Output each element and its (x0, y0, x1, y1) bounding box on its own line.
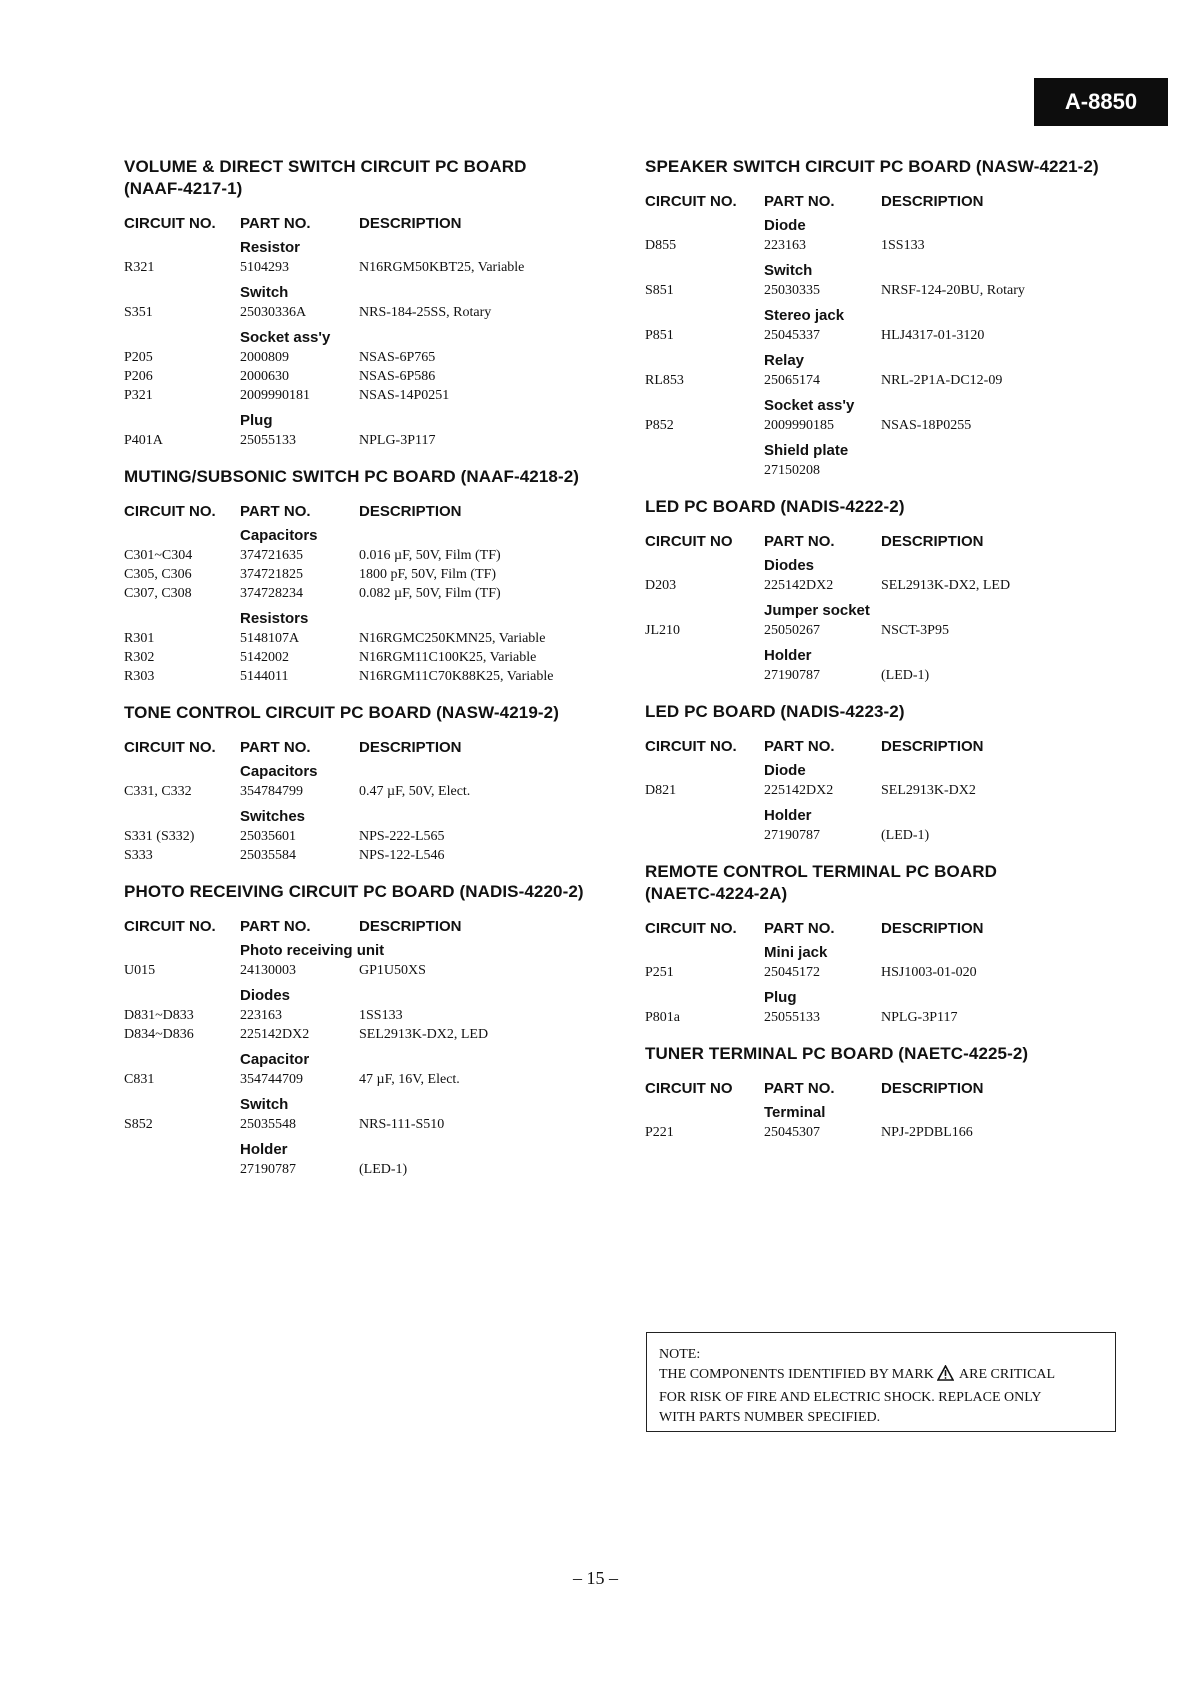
header-description: DESCRIPTION (359, 739, 462, 756)
table-row (645, 416, 1125, 435)
section-title (124, 156, 624, 200)
critical-note (646, 1332, 1116, 1432)
column-headers (124, 917, 624, 937)
header-circuit-no: CIRCUIT NO. (124, 918, 216, 935)
part-group (124, 328, 624, 405)
table-row (124, 629, 624, 648)
table-row (124, 846, 624, 865)
group-label: Photo receiving unit (240, 942, 385, 959)
table-row (645, 621, 1125, 640)
parts-section (124, 466, 624, 686)
circuit-no: P321 (124, 388, 153, 403)
page-number: – 15 – (573, 1568, 618, 1588)
group-label: Shield plate (764, 442, 849, 459)
part-no: 25045172 (764, 965, 820, 980)
part-no: 2000630 (240, 369, 289, 384)
description: NSAS-6P586 (359, 369, 436, 384)
circuit-no: S851 (645, 283, 674, 298)
description: N16RGM11C70K88K25, Variable (359, 669, 554, 684)
column-headers (645, 1079, 1125, 1099)
warning-triangle-icon (937, 1365, 954, 1388)
column-headers (124, 214, 624, 234)
group-label: Switches (240, 808, 306, 825)
section-title-line: VOLUME & DIRECT SWITCH CIRCUIT PC BOARD (124, 157, 527, 176)
header-description: DESCRIPTION (359, 215, 462, 232)
description: (LED-1) (359, 1162, 408, 1177)
part-no: 25065174 (764, 373, 820, 388)
table-row (124, 1160, 624, 1179)
part-group (645, 351, 1125, 390)
circuit-no: P206 (124, 369, 153, 384)
section-title (124, 466, 624, 488)
section-title (645, 861, 1125, 905)
header-part-no: PART NO. (764, 920, 835, 937)
section-title-line: TONE CONTROL CIRCUIT PC BOARD (NASW-4219-2) (124, 703, 559, 722)
header-part-no: PART NO. (764, 533, 835, 550)
part-group (645, 806, 1125, 845)
part-no: 5148107A (240, 631, 300, 646)
column-headers (645, 919, 1125, 939)
column-headers (645, 532, 1125, 552)
part-no: 25045307 (764, 1125, 820, 1140)
section-title (645, 701, 1125, 723)
part-no: 25035548 (240, 1117, 296, 1132)
description: NSAS-14P0251 (359, 388, 450, 403)
group-label: Socket ass'y (240, 329, 331, 346)
section-title-line: REMOTE CONTROL TERMINAL PC BOARD (645, 862, 998, 881)
column-headers (124, 738, 624, 758)
table-row (645, 781, 1125, 800)
description: 47 µF, 16V, Elect. (359, 1072, 460, 1087)
part-no: 225142DX2 (764, 783, 834, 798)
header-circuit-no: CIRCUIT NO (645, 1080, 733, 1097)
header-part-no: PART NO. (240, 739, 311, 756)
description: 1800 pF, 50V, Film (TF) (359, 567, 497, 582)
table-row (645, 826, 1125, 845)
circuit-no (645, 461, 764, 480)
group-label: Mini jack (764, 944, 828, 961)
section-title (645, 156, 1125, 178)
circuit-no: C305, C306 (124, 567, 192, 582)
circuit-no: P401A (124, 433, 163, 448)
circuit-no (645, 826, 764, 845)
circuit-no: R301 (124, 631, 155, 646)
group-label: Holder (764, 807, 812, 824)
description: NPJ-2PDBL166 (881, 1125, 973, 1140)
circuit-no: P251 (645, 965, 674, 980)
part-no: 24130003 (240, 963, 296, 978)
circuit-no: RL853 (645, 373, 684, 388)
part-no: 27150208 (764, 463, 820, 478)
table-row (124, 1115, 624, 1134)
group-label: Diodes (240, 987, 291, 1004)
note-line-1 (659, 1365, 1105, 1388)
group-label: Holder (764, 647, 812, 664)
parts-section (645, 701, 1125, 845)
parts-section (645, 1043, 1125, 1142)
circuit-no: D855 (645, 238, 677, 253)
part-no: 5142002 (240, 650, 289, 665)
part-group (124, 238, 624, 277)
header-description: DESCRIPTION (359, 503, 462, 520)
description: NRL-2P1A-DC12-09 (881, 373, 1003, 388)
part-group (124, 986, 624, 1044)
part-no: 25035601 (240, 829, 296, 844)
header-description: DESCRIPTION (881, 533, 984, 550)
group-label: Switch (240, 284, 289, 301)
table-row (124, 584, 624, 603)
circuit-no: P205 (124, 350, 153, 365)
header-circuit-no: CIRCUIT NO. (124, 503, 216, 520)
part-group (124, 1095, 624, 1134)
parts-section (645, 861, 1125, 1027)
part-no: 25050267 (764, 623, 820, 638)
right-column (645, 156, 1125, 1158)
section-title (645, 496, 1125, 518)
header-circuit-no: CIRCUIT NO. (645, 920, 737, 937)
table-row (124, 961, 624, 980)
part-group (645, 601, 1125, 640)
description: NSAS-18P0255 (881, 418, 972, 433)
description: (LED-1) (881, 828, 930, 843)
circuit-no: R321 (124, 260, 155, 275)
table-row (645, 576, 1125, 595)
circuit-no: D831~D833 (124, 1008, 194, 1023)
note-line-1-end: ARE CRITICAL (959, 1367, 1056, 1382)
circuit-no: P851 (645, 328, 674, 343)
parts-section (645, 496, 1125, 685)
header-description: DESCRIPTION (881, 920, 984, 937)
part-group (124, 941, 624, 980)
description: 1SS133 (881, 238, 925, 253)
part-group (645, 306, 1125, 345)
part-no: 25055133 (764, 1010, 820, 1025)
table-row (645, 371, 1125, 390)
header-part-no: PART NO. (240, 215, 311, 232)
table-row (124, 367, 624, 386)
part-no: 2009990185 (764, 418, 834, 433)
group-label: Terminal (764, 1104, 826, 1121)
table-row (124, 431, 624, 450)
circuit-no: P221 (645, 1125, 674, 1140)
part-no: 223163 (764, 238, 806, 253)
table-row (645, 461, 1125, 480)
header-part-no: PART NO. (240, 918, 311, 935)
table-row (124, 1070, 624, 1089)
header-part-no: PART NO. (764, 193, 835, 210)
group-label: Capacitors (240, 527, 318, 544)
circuit-no: C831 (124, 1072, 155, 1087)
header-part-no: PART NO. (764, 738, 835, 755)
circuit-no: U015 (124, 963, 156, 978)
description: (LED-1) (881, 668, 930, 683)
part-no: 5144011 (240, 669, 289, 684)
circuit-no: C301~C304 (124, 548, 193, 563)
part-no: 354784799 (240, 784, 303, 799)
section-title-line: PHOTO RECEIVING CIRCUIT PC BOARD (NADIS-4220-2) (124, 882, 584, 901)
circuit-no: P801a (645, 1010, 680, 1025)
section-title-line: LED PC BOARD (NADIS-4222-2) (645, 497, 905, 516)
description: NSCT-3P95 (881, 623, 949, 638)
table-row (645, 963, 1125, 982)
circuit-no: D203 (645, 578, 677, 593)
group-label: Stereo jack (764, 307, 845, 324)
description: NRSF-124-20BU, Rotary (881, 283, 1025, 298)
model-badge: A-8850 (1034, 78, 1168, 126)
part-no: 5104293 (240, 260, 289, 275)
group-label: Resistor (240, 239, 301, 256)
description: 0.082 µF, 50V, Film (TF) (359, 586, 501, 601)
table-row (645, 236, 1125, 255)
group-label: Relay (764, 352, 805, 369)
part-group (645, 646, 1125, 685)
group-label: Resistors (240, 610, 309, 627)
description: SEL2913K-DX2, LED (881, 578, 1011, 593)
circuit-no: JL210 (645, 623, 680, 638)
part-group (645, 943, 1125, 982)
part-no: 374728234 (240, 586, 303, 601)
circuit-no: C331, C332 (124, 784, 192, 799)
circuit-no: S331 (S332) (124, 829, 195, 844)
part-no: 374721635 (240, 548, 303, 563)
section-title (124, 702, 624, 724)
section-title (645, 1043, 1125, 1065)
parts-section (645, 156, 1125, 480)
circuit-no: D821 (645, 783, 677, 798)
section-title-line: LED PC BOARD (NADIS-4223-2) (645, 702, 905, 721)
circuit-no: D834~D836 (124, 1027, 194, 1042)
parts-section (124, 702, 624, 865)
description: 1SS133 (359, 1008, 403, 1023)
note-label: NOTE: (659, 1347, 701, 1362)
table-row (124, 546, 624, 565)
header-description: DESCRIPTION (881, 738, 984, 755)
part-group (645, 988, 1125, 1027)
description: HSJ1003-01-020 (881, 965, 977, 980)
table-row (124, 782, 624, 801)
section-title-line: MUTING/SUBSONIC SWITCH PC BOARD (NAAF-4218-2) (124, 467, 580, 486)
part-no: 374721825 (240, 567, 303, 582)
part-group (124, 1140, 624, 1179)
group-label: Socket ass'y (764, 397, 855, 414)
part-group (124, 762, 624, 801)
header-circuit-no: CIRCUIT NO. (645, 193, 737, 210)
header-part-no: PART NO. (764, 1080, 835, 1097)
table-row (124, 648, 624, 667)
circuit-no: R302 (124, 650, 155, 665)
part-no: 2000809 (240, 350, 289, 365)
group-label: Diode (764, 762, 806, 779)
part-no: 225142DX2 (240, 1027, 310, 1042)
part-group (124, 283, 624, 322)
part-group (645, 761, 1125, 800)
description: NRS-111-S510 (359, 1117, 445, 1132)
part-no: 27190787 (240, 1162, 296, 1177)
header-description: DESCRIPTION (881, 1080, 984, 1097)
table-row (645, 326, 1125, 345)
table-row (124, 667, 624, 686)
part-no: 25030335 (764, 283, 820, 298)
part-group (645, 556, 1125, 595)
group-label: Switch (240, 1096, 289, 1113)
parts-section (124, 156, 624, 450)
description: SEL2913K-DX2, LED (359, 1027, 489, 1042)
table-row (124, 258, 624, 277)
description: GP1U50XS (359, 963, 426, 978)
description: NPS-222-L565 (359, 829, 445, 844)
description: N16RGMC250KMN25, Variable (359, 631, 546, 646)
group-label: Plug (240, 412, 273, 429)
part-no: 27190787 (764, 828, 820, 843)
section-title-line: SPEAKER SWITCH CIRCUIT PC BOARD (NASW-4221-2) (645, 157, 1099, 176)
part-group (645, 441, 1125, 480)
table-row (645, 666, 1125, 685)
header-circuit-no: CIRCUIT NO. (645, 738, 737, 755)
circuit-no: R303 (124, 669, 155, 684)
header-description: DESCRIPTION (881, 193, 984, 210)
part-group (124, 411, 624, 450)
header-circuit-no: CIRCUIT NO. (124, 739, 216, 756)
group-label: Diode (764, 217, 806, 234)
part-group (645, 396, 1125, 435)
description: NSAS-6P765 (359, 350, 436, 365)
description: NPLG-3P117 (359, 433, 436, 448)
section-title-line: (NAETC-4224-2A) (645, 884, 788, 903)
parts-section (124, 881, 624, 1179)
table-row (124, 386, 624, 405)
section-title (124, 881, 624, 903)
left-column (124, 156, 624, 1195)
note-line-2: FOR RISK OF FIRE AND ELECTRIC SHOCK. REPLACE ONLY (659, 1390, 1042, 1405)
description: N16RGM11C100K25, Variable (359, 650, 537, 665)
part-group (124, 807, 624, 865)
circuit-no: C307, C308 (124, 586, 192, 601)
part-no: 25045337 (764, 328, 820, 343)
circuit-no: S351 (124, 305, 153, 320)
circuit-no: S852 (124, 1117, 153, 1132)
group-label: Switch (764, 262, 813, 279)
part-no: 354744709 (240, 1072, 303, 1087)
part-no: 27190787 (764, 668, 820, 683)
part-no: 2009990181 (240, 388, 310, 403)
table-row (124, 827, 624, 846)
table-row (124, 348, 624, 367)
header-circuit-no: CIRCUIT NO. (124, 215, 216, 232)
description: NPLG-3P117 (881, 1010, 958, 1025)
part-group (124, 526, 624, 603)
note-line-1-start: THE COMPONENTS IDENTIFIED BY MARK (659, 1367, 934, 1382)
part-group (645, 216, 1125, 255)
column-headers (645, 192, 1125, 212)
circuit-no (645, 666, 764, 685)
header-circuit-no: CIRCUIT NO (645, 533, 733, 550)
part-no: 25055133 (240, 433, 296, 448)
table-row (645, 1008, 1125, 1027)
description: HLJ4317-01-3120 (881, 328, 985, 343)
section-title-line: TUNER TERMINAL PC BOARD (NAETC-4225-2) (645, 1044, 1029, 1063)
section-title-line: (NAAF-4217-1) (124, 179, 243, 198)
description: 0.016 µF, 50V, Film (TF) (359, 548, 501, 563)
table-row (124, 1025, 624, 1044)
circuit-no: P852 (645, 418, 674, 433)
description: N16RGM50KBT25, Variable (359, 260, 525, 275)
part-no: 223163 (240, 1008, 282, 1023)
header-part-no: PART NO. (240, 503, 311, 520)
table-row (124, 1006, 624, 1025)
circuit-no: S333 (124, 848, 153, 863)
description: NPS-122-L546 (359, 848, 445, 863)
group-label: Jumper socket (764, 602, 870, 619)
table-row (645, 1123, 1125, 1142)
group-label: Plug (764, 989, 797, 1006)
group-label: Diodes (764, 557, 815, 574)
part-no: 225142DX2 (764, 578, 834, 593)
part-group (645, 261, 1125, 300)
description: 0.47 µF, 50V, Elect. (359, 784, 471, 799)
table-row (124, 303, 624, 322)
note-line-3: WITH PARTS NUMBER SPECIFIED. (659, 1410, 881, 1425)
column-headers (645, 737, 1125, 757)
part-no: 25035584 (240, 848, 296, 863)
part-no: 25030336A (240, 305, 307, 320)
group-label: Capacitors (240, 763, 318, 780)
header-description: DESCRIPTION (359, 918, 462, 935)
table-row (124, 565, 624, 584)
part-group (645, 1103, 1125, 1142)
group-label: Capacitor (240, 1051, 310, 1068)
part-group (124, 609, 624, 686)
table-row (645, 281, 1125, 300)
description: NRS-184-25SS, Rotary (359, 305, 492, 320)
description (881, 461, 1125, 480)
circuit-no (124, 1160, 240, 1179)
description: SEL2913K-DX2 (881, 783, 976, 798)
group-label: Holder (240, 1141, 288, 1158)
part-group (124, 1050, 624, 1089)
column-headers (124, 502, 624, 522)
